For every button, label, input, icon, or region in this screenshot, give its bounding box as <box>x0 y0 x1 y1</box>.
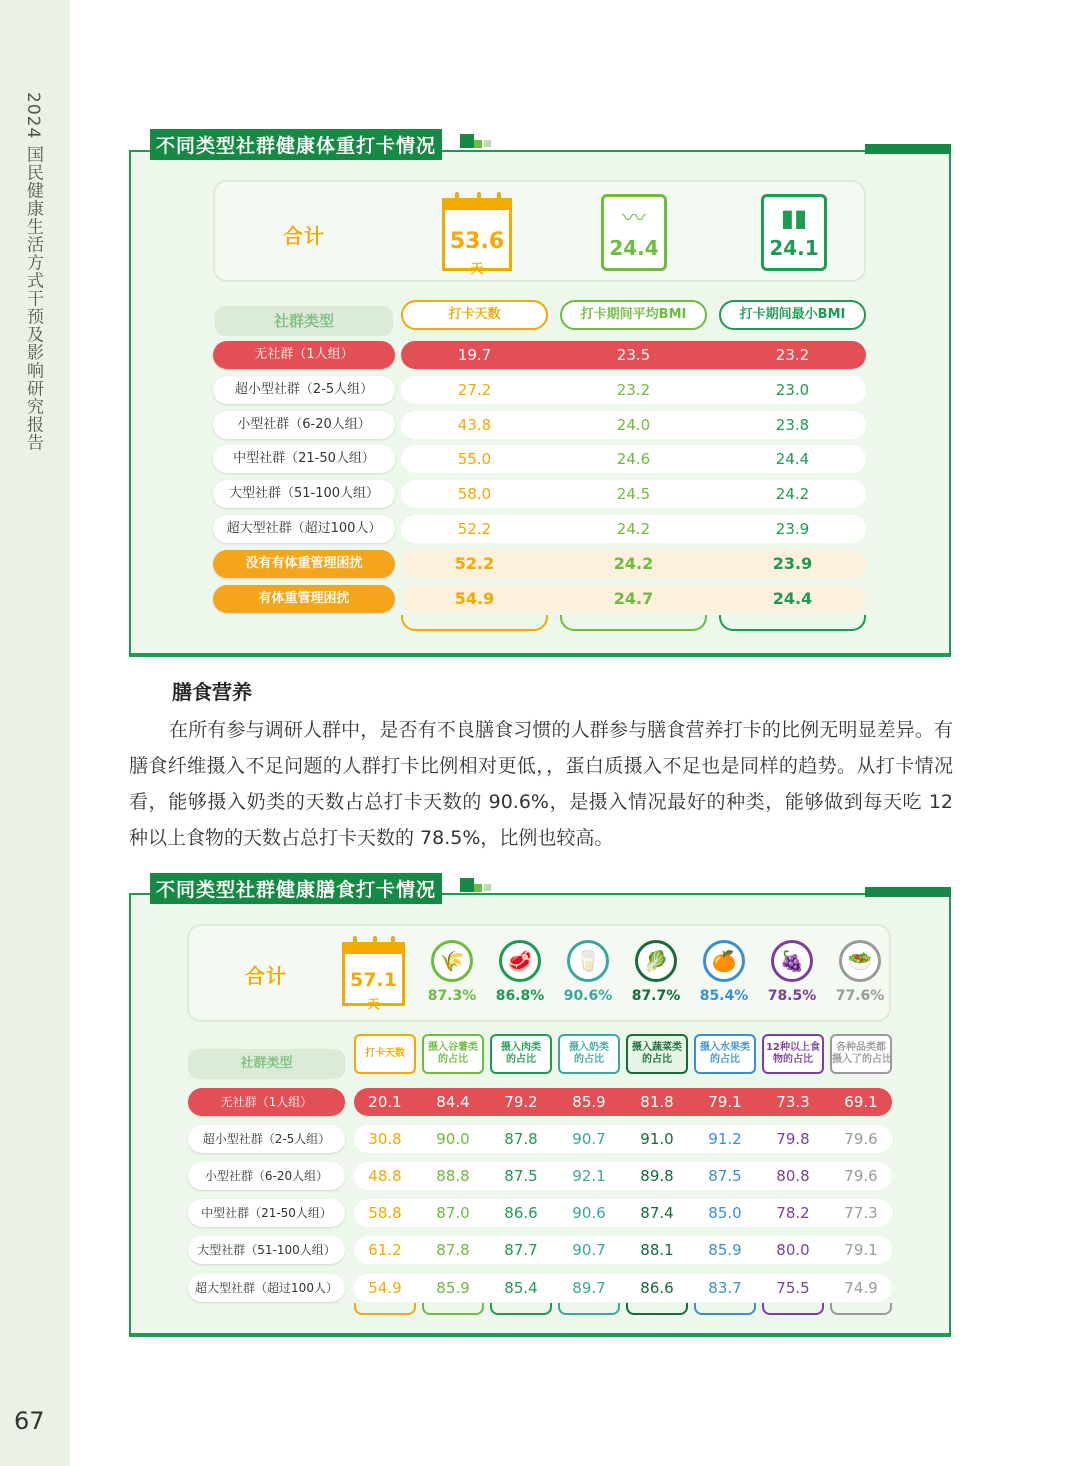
section1-total-days: 53.6 <box>449 229 505 254</box>
row-label: 无社群（1人组） <box>213 341 395 369</box>
row-label: 中型社群（21-50人组） <box>213 445 395 473</box>
row-label: 没有有体重管理困扰 <box>213 550 395 578</box>
table-cell: 91.2 <box>708 1130 742 1148</box>
column-header-line: 的占比 <box>438 1054 468 1065</box>
table-cell: 73.3 <box>776 1093 810 1111</box>
column-header-line: 摄入蔬菜类 <box>632 1042 682 1053</box>
table-cell: 81.8 <box>640 1093 674 1111</box>
table-cell: 19.7 <box>457 346 492 364</box>
wheat-icon <box>417 940 487 1004</box>
column-footer <box>694 1303 756 1315</box>
table-cell: 87.8 <box>436 1241 470 1259</box>
column-header-line: 摄入了的占比 <box>832 1054 892 1065</box>
salad-bowl-icon <box>825 940 895 1004</box>
column-header-min-bmi: 打卡期间最小BMI <box>719 300 866 330</box>
icon-glyph: 🌾 <box>431 940 473 982</box>
days-unit: 天 <box>367 997 380 1011</box>
table-cell: 43.8 <box>457 416 492 434</box>
table-cell: 48.8 <box>368 1167 402 1185</box>
table-cell: 86.6 <box>640 1279 674 1297</box>
column-header <box>694 1034 756 1074</box>
table-cell: 23.9 <box>775 520 810 538</box>
title-decoration <box>460 134 494 156</box>
table-cell: 52.2 <box>454 554 495 573</box>
column-header <box>422 1034 484 1074</box>
page-number: 67 <box>14 1407 45 1435</box>
table-cell: 80.0 <box>776 1241 810 1259</box>
row-label: 大型社群（51-100人组） <box>213 480 395 508</box>
table-cell: 77.3 <box>844 1204 878 1222</box>
table-cell: 87.5 <box>504 1167 538 1185</box>
table-cell: 90.7 <box>572 1130 606 1148</box>
table-cell: 24.4 <box>772 589 813 608</box>
icon-percentage: 87.7% <box>631 988 681 1004</box>
column-footer <box>830 1303 892 1315</box>
column-header <box>558 1034 620 1074</box>
table-cell: 55.0 <box>457 450 492 468</box>
table-cell: 89.7 <box>572 1279 606 1297</box>
trend-chart-icon: 〰 24.4 <box>601 194 667 271</box>
table-cell: 54.9 <box>454 589 495 608</box>
column-header-line: 各种品类都 <box>836 1042 886 1053</box>
table-cell: 90.7 <box>572 1241 606 1259</box>
table-cell: 86.6 <box>504 1204 538 1222</box>
icon-percentage: 77.6% <box>835 988 885 1004</box>
column-header-line: 摄入谷薯类 <box>428 1042 478 1053</box>
days-unit: 天 <box>470 262 484 277</box>
table-cell: 87.5 <box>708 1167 742 1185</box>
column-footer <box>762 1303 824 1315</box>
icon-glyph: 🥩 <box>499 940 541 982</box>
table-cell: 24.2 <box>775 485 810 503</box>
row-label: 超大型社群（超过100人） <box>213 515 395 543</box>
column-header <box>490 1034 552 1074</box>
table-cell: 54.9 <box>368 1279 402 1297</box>
column-header-line: 摄入水果类 <box>700 1042 750 1053</box>
table-cell: 79.8 <box>776 1130 810 1148</box>
column-header-line: 的占比 <box>574 1054 604 1065</box>
table-cell: 24.5 <box>616 485 651 503</box>
column-footer <box>626 1303 688 1315</box>
table-cell: 87.0 <box>436 1204 470 1222</box>
section1-row-header: 社群类型 <box>215 306 393 336</box>
variety-food-icon <box>757 940 827 1004</box>
table-cell: 23.0 <box>775 381 810 399</box>
table-cell: 74.9 <box>844 1279 878 1297</box>
table-cell: 84.4 <box>436 1093 470 1111</box>
section1-min-bmi: 24.1 <box>769 236 819 260</box>
table-cell: 75.5 <box>776 1279 810 1297</box>
table-cell: 24.0 <box>616 416 651 434</box>
table-cell: 52.2 <box>457 520 492 538</box>
icon-glyph: 🍇 <box>771 940 813 982</box>
table-cell: 27.2 <box>457 381 492 399</box>
table-cell: 24.2 <box>616 520 651 538</box>
vegetable-icon <box>621 940 691 1004</box>
row-label: 超小型社群（2-5人组） <box>188 1125 345 1153</box>
column-header-line: 的占比 <box>710 1054 740 1065</box>
row-label: 超小型社群（2-5人组） <box>213 376 395 404</box>
section2-total-days: 57.1 <box>350 969 397 991</box>
table-cell: 79.2 <box>504 1093 538 1111</box>
calendar-icon <box>442 198 512 277</box>
column-header-line: 12种以上食 <box>766 1042 820 1053</box>
column-header-line: 的占比 <box>642 1054 672 1065</box>
table-cell: 23.8 <box>775 416 810 434</box>
running-title: 2024 国民健康生活方式干预及影响研究报告 <box>23 92 43 452</box>
table-cell: 24.2 <box>613 554 654 573</box>
table-cell: 85.4 <box>504 1279 538 1297</box>
table-cell: 92.1 <box>572 1167 606 1185</box>
table-cell: 58.0 <box>457 485 492 503</box>
row-label: 中型社群（21-50人组） <box>188 1199 345 1227</box>
column-header-line: 摄入肉类 <box>501 1042 541 1053</box>
table-cell: 79.6 <box>844 1167 878 1185</box>
table-cell: 61.2 <box>368 1241 402 1259</box>
icon-percentage: 86.8% <box>495 988 545 1004</box>
meat-icon <box>485 940 555 1004</box>
row-label: 超大型社群（超过100人） <box>188 1274 345 1302</box>
column-footer <box>719 615 866 631</box>
table-cell: 78.2 <box>776 1204 810 1222</box>
icon-glyph: 🥛 <box>567 940 609 982</box>
column-footer <box>354 1303 416 1315</box>
table-cell: 85.0 <box>708 1204 742 1222</box>
fruit-icon <box>689 940 759 1004</box>
milk-icon <box>553 940 623 1004</box>
icon-glyph: 🥬 <box>635 940 677 982</box>
section2-row-header: 社群类型 <box>188 1049 345 1079</box>
table-cell: 58.8 <box>368 1204 402 1222</box>
column-header-line: 的占比 <box>506 1054 536 1065</box>
row-label: 小型社群（6-20人组） <box>188 1162 345 1190</box>
section1-title: 不同类型社群健康体重打卡情况 <box>150 129 442 160</box>
table-cell: 23.2 <box>775 346 810 364</box>
table-cell: 20.1 <box>368 1093 402 1111</box>
column-header-line: 摄入奶类 <box>569 1042 609 1053</box>
section2-title: 不同类型社群健康膳食打卡情况 <box>150 873 442 904</box>
table-cell: 87.7 <box>504 1241 538 1259</box>
icon-percentage: 85.4% <box>699 988 749 1004</box>
column-footer <box>401 615 548 631</box>
table-cell: 85.9 <box>572 1093 606 1111</box>
table-cell: 91.0 <box>640 1130 674 1148</box>
table-cell: 79.1 <box>708 1093 742 1111</box>
row-label: 有体重管理困扰 <box>213 585 395 613</box>
table-cell: 87.8 <box>504 1130 538 1148</box>
calendar-icon <box>342 942 405 1011</box>
table-cell: 90.6 <box>572 1204 606 1222</box>
column-header <box>626 1034 688 1074</box>
table-cell: 88.1 <box>640 1241 674 1259</box>
icon-percentage: 78.5% <box>767 988 817 1004</box>
column-header <box>830 1034 892 1074</box>
column-header-days: 打卡天数 <box>401 300 548 330</box>
column-header <box>762 1034 824 1074</box>
row-label: 小型社群（6-20人组） <box>213 411 395 439</box>
table-cell: 83.7 <box>708 1279 742 1297</box>
column-header <box>354 1034 416 1074</box>
section1-total-label: 合计 <box>283 224 325 248</box>
column-header-line: 物的占比 <box>773 1054 813 1065</box>
table-cell: 89.8 <box>640 1167 674 1185</box>
column-footer <box>422 1303 484 1315</box>
column-footer <box>558 1303 620 1315</box>
table-cell: 80.8 <box>776 1167 810 1185</box>
bar-chart-icon: ▮▮ 24.1 <box>761 194 827 271</box>
table-cell: 30.8 <box>368 1130 402 1148</box>
icon-glyph: 🍊 <box>703 940 745 982</box>
table-cell: 23.2 <box>616 381 651 399</box>
table-cell: 85.9 <box>708 1241 742 1259</box>
table-cell: 87.4 <box>640 1204 674 1222</box>
table-cell: 24.6 <box>616 450 651 468</box>
body-paragraph: 在所有参与调研人群中，是否有不良膳食习惯的人群参与膳食营养打卡的比例无明显差异。有膳食纤维摄入不足问题的人群打卡比例相对更低，，蛋白质摄入不足也是同样的趋势。从打卡情况看，能够摄入奶类的天数占总打卡天数的 90.6%，是摄入情况最好的种类，能够做到每天吃 12 种以上食物的天数占总打卡天数的 78.5%，比例也较高。 <box>129 719 953 849</box>
section1-avg-bmi: 24.4 <box>609 236 659 260</box>
column-footer <box>560 615 707 631</box>
table-cell: 79.6 <box>844 1130 878 1148</box>
section2-total-label: 合计 <box>245 964 287 988</box>
table-cell: 90.0 <box>436 1130 470 1148</box>
section-heading-diet: 膳食营养 <box>172 680 252 704</box>
table-cell: 79.1 <box>844 1241 878 1259</box>
table-cell: 24.7 <box>613 589 654 608</box>
table-cell: 24.4 <box>775 450 810 468</box>
row-label: 无社群（1人组） <box>188 1088 345 1116</box>
column-footer <box>490 1303 552 1315</box>
column-header-line: 打卡天数 <box>365 1048 405 1059</box>
column-header-avg-bmi: 打卡期间平均BMI <box>560 300 707 330</box>
table-cell: 23.5 <box>616 346 651 364</box>
icon-glyph: 🥗 <box>839 940 881 982</box>
icon-percentage: 87.3% <box>427 988 477 1004</box>
row-label: 大型社群（51-100人组） <box>188 1236 345 1264</box>
table-cell: 88.8 <box>436 1167 470 1185</box>
title-decoration <box>460 878 494 900</box>
table-cell: 23.9 <box>772 554 813 573</box>
table-cell: 85.9 <box>436 1279 470 1297</box>
table-cell: 69.1 <box>844 1093 878 1111</box>
icon-percentage: 90.6% <box>563 988 613 1004</box>
